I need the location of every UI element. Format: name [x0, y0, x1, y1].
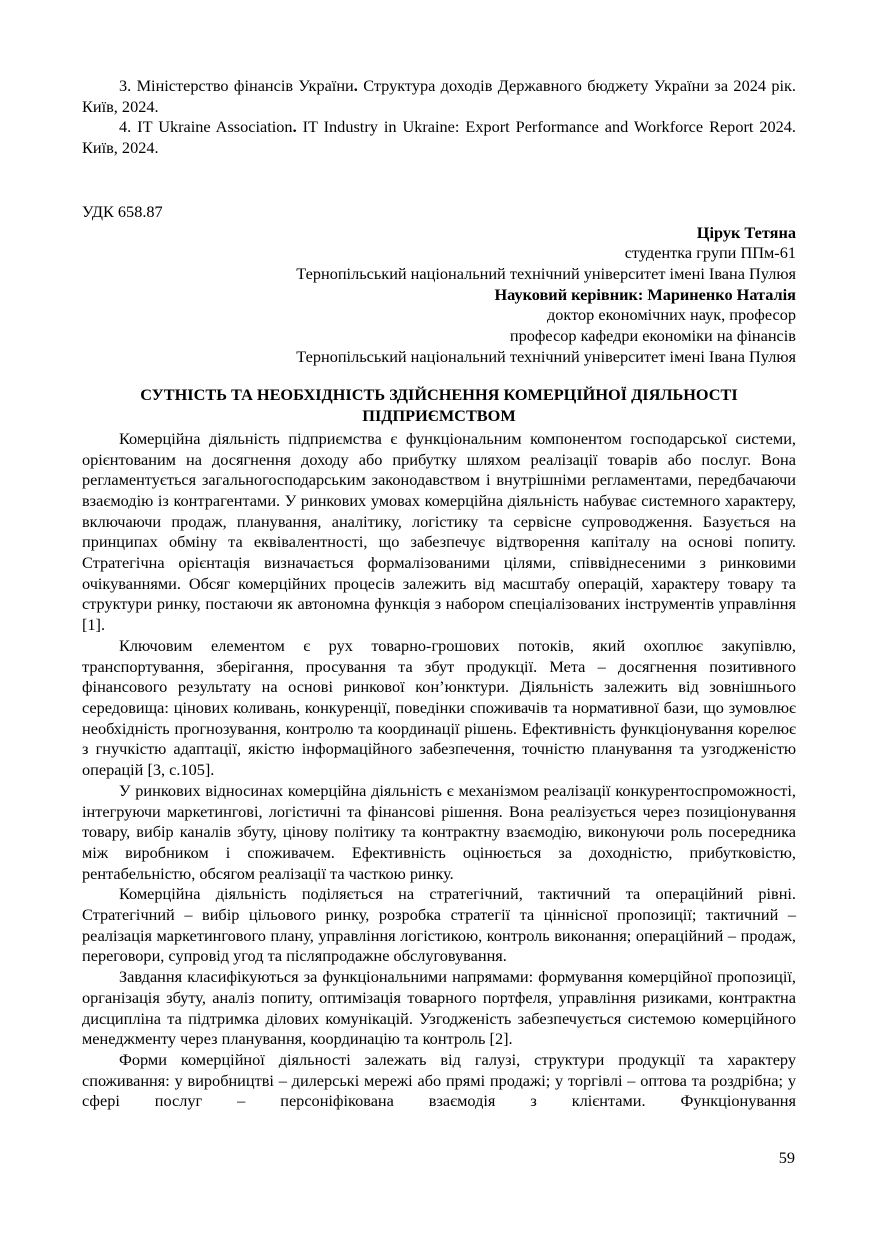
reference-item: 4. IT Ukraine Association. IT Industry in Ukraine: Export Performance and Workforce Report 2024. Київ, 2024. [82, 117, 796, 158]
supervisor-position: професор кафедри економіки на фінансів [509, 326, 796, 346]
supervisor-name: Науковий керівник: Мариненко Наталія [494, 284, 796, 304]
article-title: СУТНІСТЬ ТА НЕОБХІДНІСТЬ ЗДІЙСНЕННЯ КОМЕРЦІЙНОЇ ДІЯЛЬНОСТІ ПІДПРИЄМСТВОМ [140, 385, 738, 426]
udc-code: УДК 658.87 [82, 201, 163, 221]
author-role: студентка групи ППм-61 [624, 243, 796, 263]
author-affiliation: Тернопільський національний технічний університет імені Івана Пулюя [296, 263, 796, 283]
body-paragraph: Комерційна діяльність підприємства є функціональним компонентом господарської системи, орієнтованим на досягнення доходу або прибутку шляхом реалізації товарів або послуг. Вона регламентується загальногосподарським законодавством і внутрішніми регламентами, передбачаючи взаємодію із контрагентами. У ринкових умовах комерційна діяльність набуває системного характеру, включаючи продаж, планування, аналітику, логістику та сервісне супроводження. Базується на принципах обміну та еквівалентності, що забезпечує відтворення капіталу на основі попиту. Стратегічна орієнтація визначається формалізованими цілями, співвіднесеними з ринковими очікуваннями. Обсяг комерційних процесів залежить від масштабу операцій, характеру товару та структури ринку, постаючи як автономна функція з набором спеціалізованих інструментів управління [1]. [82, 428, 796, 635]
body-paragraph: У ринкових відносинах комерційна діяльність є механізмом реалізації конкурентоспроможності, інтегруючи маркетингові, логістичні та фінансові рішення. Вона реалізується через позиціонування товару, вибір каналів збуту, цінову політику та контрактну взаємодію, виконуючи роль посередника між виробником і споживачем. Ефективність оцінюється за доходністю, прибутковістю, рентабельністю, обсягом реалізації та часткою ринку. [82, 780, 796, 883]
references-list [82, 76, 796, 159]
body-paragraph: Комерційна діяльність поділяється на стратегічний, тактичний та операційний рівні. Стратегічний – вибір цільового ринку, розробка стратегії та ціннісної пропозиції; тактичний – реалізація маркетингового плану, управління логістикою, контроль виконання; операційний – продаж, переговори, супровід угод та післяпродажне обслуговування. [82, 884, 796, 966]
supervisor-degree: доктор економічних наук, професор [546, 305, 796, 325]
page-content [82, 76, 796, 1112]
author-block [82, 223, 796, 368]
body-paragraph: Завдання класифікуються за функціональними напрямами: формування комерційної пропозиції, організація збуту, аналіз попиту, оптимізація товарного портфеля, управління ризиками, контрактна дисципліна та підтримка ділових комунікацій. Узгодженість забезпечується системою комерційного менеджменту через планування, координацію та контроль [2]. [82, 967, 796, 1049]
author-name: Цірук Тетяна [696, 222, 796, 242]
body-paragraph: Форми комерційної діяльності залежать від галузі, структури продукції та характеру споживання: у виробництві – дилерські мережі або прямі продажі; у торгівлі – оптова та роздрібна; у сфері послуг – персоніфікована взаємодія з клієнтами. Функціонування [82, 1049, 796, 1111]
article-body [82, 429, 796, 1112]
page-number: 59 [778, 1148, 795, 1167]
supervisor-affiliation: Тернопільський національний технічний університет імені Івана Пулюя [296, 346, 796, 366]
reference-item: 3. Міністерство фінансів України. Структура доходів Державного бюджету України за 2024 рік. Київ, 2024. [82, 76, 796, 116]
body-paragraph: Ключовим елементом є рух товарно-грошових потоків, який охоплює закупівлю, транспортування, зберігання, просування та збут продукції. Мета – досягнення позитивного фінансового результату на основі ринкової кон’юнктури. Діяльність залежить від зовнішнього середовища: цінових коливань, конкуренції, поведінки споживачів та нормативної бази, що зумовлює необхідність прогнозування, контролю та координації рішень. Ефективність функціонування корелює з гнучкістю адаптації, якістю інформаційного забезпечення, точністю планування та узгодженістю операцій [3, с.105]. [82, 635, 796, 780]
